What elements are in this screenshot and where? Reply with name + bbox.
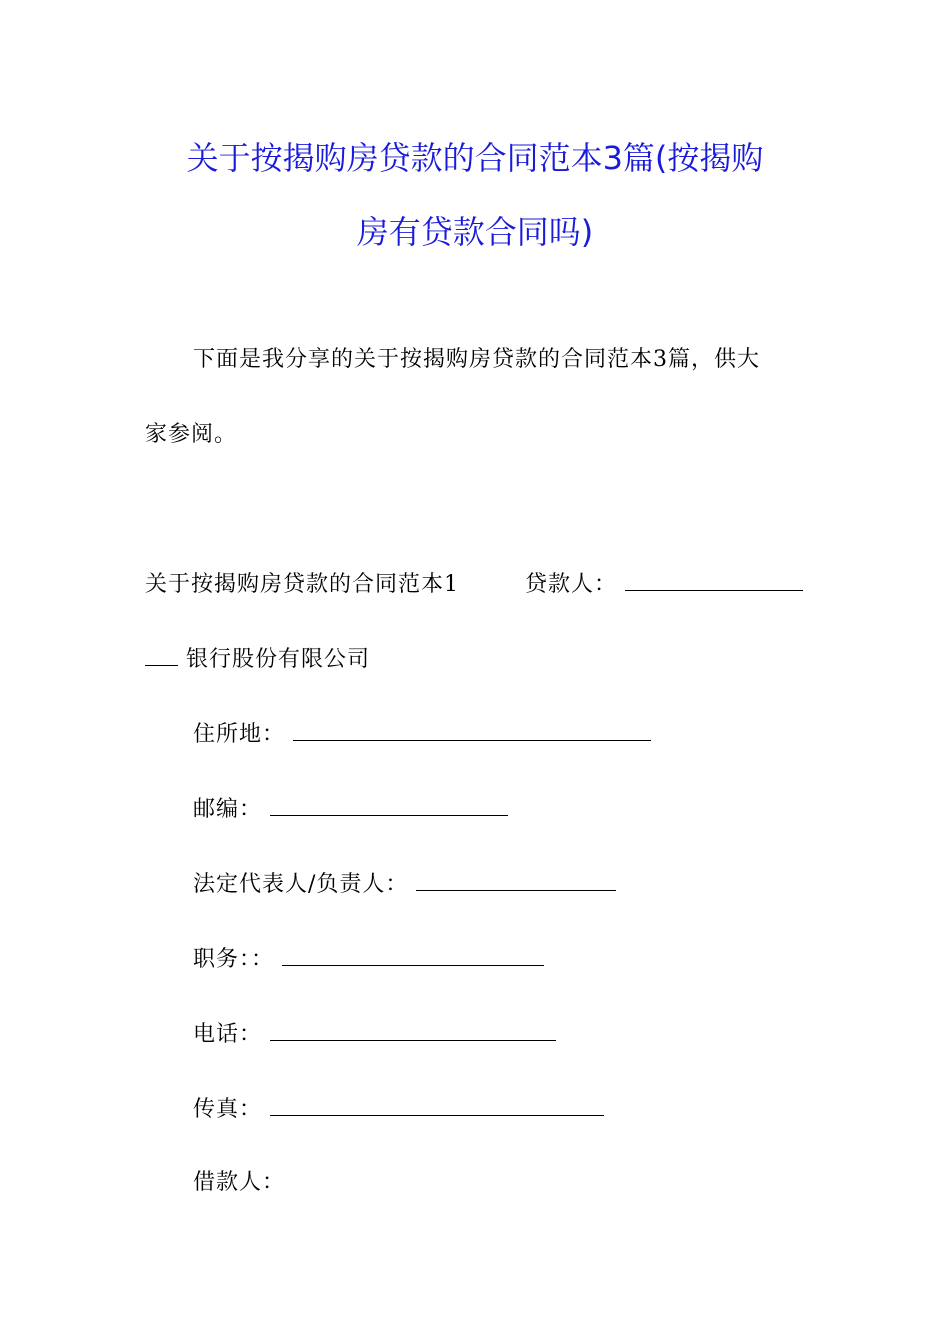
fax-line bbox=[193, 1093, 604, 1125]
postcode-line bbox=[193, 793, 508, 825]
position-label: 职务：： bbox=[193, 947, 275, 972]
legal-rep-line bbox=[193, 868, 616, 900]
intro-paragraph-line-2: 家参阅。 bbox=[145, 422, 238, 447]
phone-label: 电话： bbox=[193, 1022, 263, 1047]
fax-label: 传真： bbox=[193, 1097, 263, 1122]
borrower-label: 借款人： bbox=[193, 1170, 286, 1195]
intro-paragraph-line-1: 下面是我分享的关于按揭购房贷款的合同范本3篇，供大 bbox=[193, 347, 760, 372]
section-1-heading: 关于按揭购房贷款的合同范本1 bbox=[145, 572, 459, 597]
legal-rep-blank bbox=[416, 868, 616, 891]
document-title-line-2: 房有贷款合同吗) bbox=[356, 213, 594, 251]
address-blank bbox=[293, 718, 651, 741]
position-blank bbox=[282, 943, 544, 966]
postcode-label: 邮编： bbox=[193, 797, 263, 822]
bank-line bbox=[145, 643, 370, 675]
legal-rep-label: 法定代表人/负责人： bbox=[193, 872, 409, 897]
position-line bbox=[193, 943, 544, 975]
phone-blank bbox=[270, 1018, 556, 1041]
address-label: 住所地： bbox=[193, 722, 286, 747]
postcode-blank bbox=[270, 793, 508, 816]
lender-blank bbox=[625, 568, 803, 591]
bank-name-blank bbox=[145, 643, 178, 666]
section-heading bbox=[145, 568, 803, 600]
bank-suffix: 银行股份有限公司 bbox=[186, 647, 371, 672]
fax-blank bbox=[270, 1093, 604, 1116]
phone-line bbox=[193, 1018, 556, 1050]
document-title-line-1: 关于按揭购房贷款的合同范本3篇(按揭购 bbox=[186, 139, 764, 177]
address-line bbox=[193, 718, 651, 750]
borrower-line bbox=[193, 1168, 285, 1198]
lender-label: 贷款人： bbox=[525, 572, 618, 597]
